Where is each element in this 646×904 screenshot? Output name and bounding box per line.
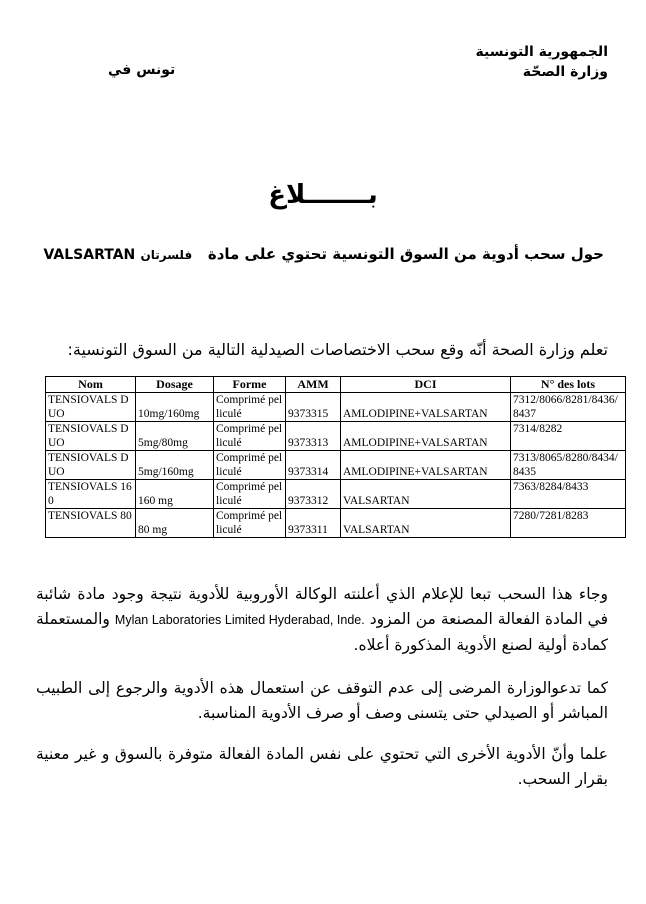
cell-nom: TENSIOVALS 80 — [46, 509, 136, 538]
cell-dosage: 80 mg — [136, 509, 214, 538]
paragraph-other-drugs: علما وأنّ الأدوية الأخرى التي تحتوي على نفس المادة الفعالة متوفرة بالسوق و غير معنية بقرار السحب. — [36, 745, 608, 788]
cell-nom: TENSIOVALS DUO — [46, 451, 136, 480]
substance-arabic: فلسرتان — [140, 248, 193, 262]
republic-name: الجمهورية التونسية — [475, 44, 608, 60]
header-dosage: Dosage — [136, 377, 214, 393]
header-nom: Nom — [46, 377, 136, 393]
intro-text: تعلم وزارة الصحة أنّه وقع سحب الاختصاصات الصيدلية التالية من السوق التونسية: — [67, 340, 608, 359]
cell-forme: Comprimé pelliculé — [214, 480, 286, 509]
cell-forme: Comprimé pelliculé — [214, 422, 286, 451]
paragraph-patient-advice: كما تدعوالوزارة المرضى إلى عدم التوقف عن استعمال هذه الأدوية والرجوع إلى الطبيب المباشر أو الصيدلي حتى يتسنى وصف أو صرف الأدوية المناسبة. — [36, 679, 608, 722]
cell-lots: 7363/8284/8433 — [511, 480, 626, 509]
ministry-header — [476, 42, 609, 82]
header-amm: AMM — [286, 377, 341, 393]
table-row — [46, 451, 626, 480]
cell-nom: TENSIOVALS 160 — [46, 480, 136, 509]
header-forme: Forme — [214, 377, 286, 393]
table-row — [46, 509, 626, 538]
cell-amm: 9373314 — [286, 451, 341, 480]
paragraph-1-text: وجاء هذا السحب تبعا للإعلام الذي أعلنته الوكالة الأوروبية للأدوية نتيجة وجود مادة شائبة في المادة الفعالة المصنعة من المزود — [36, 585, 608, 628]
ministry-name: وزارة الصحّة — [522, 64, 608, 80]
cell-dci: AMLODIPINE+VALSARTAN — [341, 422, 511, 451]
cell-nom: TENSIOVALS DUO — [46, 393, 136, 422]
paragraph-withdrawal-reason — [36, 582, 608, 658]
withdrawn-drugs-table — [45, 376, 626, 538]
header-lots: N° des lots — [511, 377, 626, 393]
header-dci: DCI — [341, 377, 511, 393]
cell-dci: VALSARTAN — [341, 480, 511, 509]
cell-forme: Comprimé pelliculé — [214, 451, 286, 480]
subtitle-text: حول سحب أدوية من السوق التونسية تحتوي على مادة — [207, 245, 604, 263]
document-title: بـــــــلاغ — [268, 180, 378, 210]
cell-dci: VALSARTAN — [341, 509, 511, 538]
cell-dosage: 10mg/160mg — [136, 393, 214, 422]
document-subtitle — [44, 245, 604, 263]
cell-nom: TENSIOVALS DUO — [46, 422, 136, 451]
cell-lots: 7312/8066/8281/8436/8437 — [511, 393, 626, 422]
cell-forme: Comprimé pelliculé — [214, 393, 286, 422]
cell-dosage: 5mg/80mg — [136, 422, 214, 451]
substance-latin: VALSARTAN — [43, 247, 136, 263]
cell-lots: 7313/8065/8280/8434/8435 — [511, 451, 626, 480]
paragraph-1-end: والمستعملة كمادة أولية لصنع الأدوية المذكورة أعلاه. — [36, 610, 608, 654]
cell-lots: 7280/7281/8283 — [511, 509, 626, 538]
table-row — [46, 422, 626, 451]
table-row — [46, 393, 626, 422]
cell-amm: 9373311 — [286, 509, 341, 538]
cell-lots: 7314/8282 — [511, 422, 626, 451]
cell-amm: 9373312 — [286, 480, 341, 509]
cell-dci: AMLODIPINE+VALSARTAN — [341, 451, 511, 480]
cell-dosage: 5mg/160mg — [136, 451, 214, 480]
cell-forme: Comprimé pelliculé — [214, 509, 286, 538]
table-header-row — [46, 377, 626, 393]
cell-dosage: 160 mg — [136, 480, 214, 509]
cell-amm: 9373313 — [286, 422, 341, 451]
table-row — [46, 480, 626, 509]
supplier-name: Mylan Laboratories Limited Hyderabad, Inde. — [114, 613, 365, 627]
city-date: تونس في — [108, 62, 176, 78]
cell-amm: 9373315 — [286, 393, 341, 422]
cell-dci: AMLODIPINE+VALSARTAN — [341, 393, 511, 422]
